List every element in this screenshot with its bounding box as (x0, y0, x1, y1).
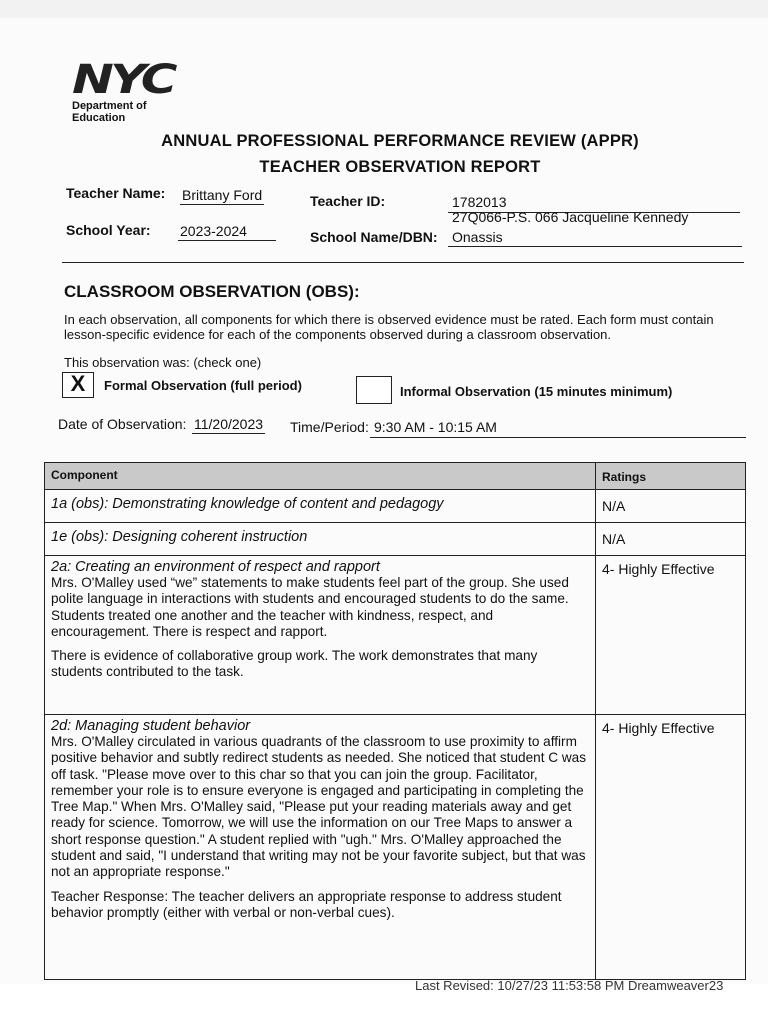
section-heading: CLASSROOM OBSERVATION (OBS): (64, 282, 360, 301)
component-2d-evidence: Mrs. O'Malley circulated in various quadrants of the classroom to use proximity to affirm positive behavior and subtly redirect students as needed. She noticed that student C was off task. "Please move over to this char so that you can join the group. Facilitator, remember your role is to ensure everyone is engaged and participating in completing the Tree Map." When Mrs. O'Malley said, "Please put your reading materials away and get ready for science. Tomorrow, we will use the information on our Tree Maps to answer a short response question." A student replied with "ugh." Mrs. O'Malley approached the student and said, "I understand that writing may not be your favorite subject, but that was not an appropriate response." (51, 734, 587, 880)
informal-observation-label: Informal Observation (15 minutes minimum) (400, 384, 673, 399)
teacher-name-label: Teacher Name: (66, 185, 166, 201)
date-value: 11/20/2023 (194, 416, 264, 432)
component-table (44, 462, 746, 980)
document-page (0, 18, 768, 984)
component-1e-rating: N/A (602, 531, 626, 547)
component-2a-evidence-2: There is evidence of collaborative group work. The work demonstrates that many students contributed to the task. (51, 648, 538, 680)
component-2d-title: 2d: Managing student behavior (51, 718, 251, 734)
formal-observation-checkbox[interactable] (62, 372, 94, 398)
report-title-line2: TEACHER OBSERVATION REPORT (259, 158, 541, 176)
school-name-value-line2: Onassis (452, 229, 503, 245)
time-label: Time/Period: (290, 419, 369, 435)
checkbox-x-mark: X (70, 371, 86, 396)
table-row (45, 714, 745, 979)
table-header-row (45, 463, 745, 489)
component-2a-rating: 4- Highly Effective (602, 561, 715, 577)
school-year-value: 2023-2024 (178, 223, 276, 241)
table-row (45, 489, 745, 522)
nyc-logo-mark: NYC (72, 57, 174, 103)
formal-observation-label: Formal Observation (full period) (104, 378, 302, 393)
teacher-name-value: Brittany Ford (182, 187, 263, 203)
school-year-label: School Year: (66, 222, 151, 238)
date-label: Date of Observation: (58, 416, 187, 432)
section-intro: In each observation, all components for which there is observed evidence must be rated. Each form must contain lesson-specific evidence for each of the components observed during a classroom observation. (64, 312, 714, 342)
component-2a-title: 2a: Creating an environment of respect and rapport (51, 559, 380, 575)
time-underline (370, 437, 746, 438)
header-divider (62, 262, 744, 263)
component-2a-cell (45, 556, 596, 714)
component-2a-evidence: Mrs. O'Malley used “we” statements to make students feel part of the group. She used polite language in interactions with students and encouraged students to do the same. Students treated one another and the teacher with kindness, respect, and encouragement. There is respect and rapport. (51, 575, 569, 639)
school-name-underline (448, 246, 742, 247)
informal-observation-checkbox[interactable] (356, 376, 392, 404)
nyc-doe-logo (72, 57, 182, 124)
school-name-label: School Name/DBN: (310, 229, 438, 245)
header-component: Component (45, 463, 596, 489)
component-2d-rating: 4- Highly Effective (602, 720, 715, 736)
table-row (45, 522, 745, 555)
time-value: 9:30 AM - 10:15 AM (374, 419, 497, 435)
teacher-id-value: 1782013 (452, 194, 507, 210)
logo-department-text: Department of Education (72, 100, 147, 124)
component-2d-teacher-response: Teacher Response: The teacher delivers an appropriate response to address student behavior promptly (either with verbal or non-verbal cues). (51, 888, 562, 920)
teacher-id-label: Teacher ID: (310, 193, 386, 209)
component-2d-cell (45, 715, 596, 979)
footer-last-revised: Last Revised: 10/27/23 11:53:58 PM Dreamweaver23 (415, 978, 724, 993)
table-row (45, 555, 745, 714)
report-title-line1: ANNUAL PROFESSIONAL PERFORMANCE REVIEW (APPR) (161, 132, 639, 150)
component-1a-rating: N/A (602, 498, 626, 514)
school-name-value-line1: 27Q066-P.S. 066 Jacqueline Kennedy (452, 209, 689, 225)
check-prompt: This observation was: (check one) (64, 355, 262, 370)
component-1e-title: 1e (obs): Designing coherent instruction (45, 523, 596, 555)
component-1a-title: 1a (obs): Demonstrating knowledge of content and pedagogy (45, 490, 596, 522)
header-ratings: Ratings (602, 470, 647, 484)
